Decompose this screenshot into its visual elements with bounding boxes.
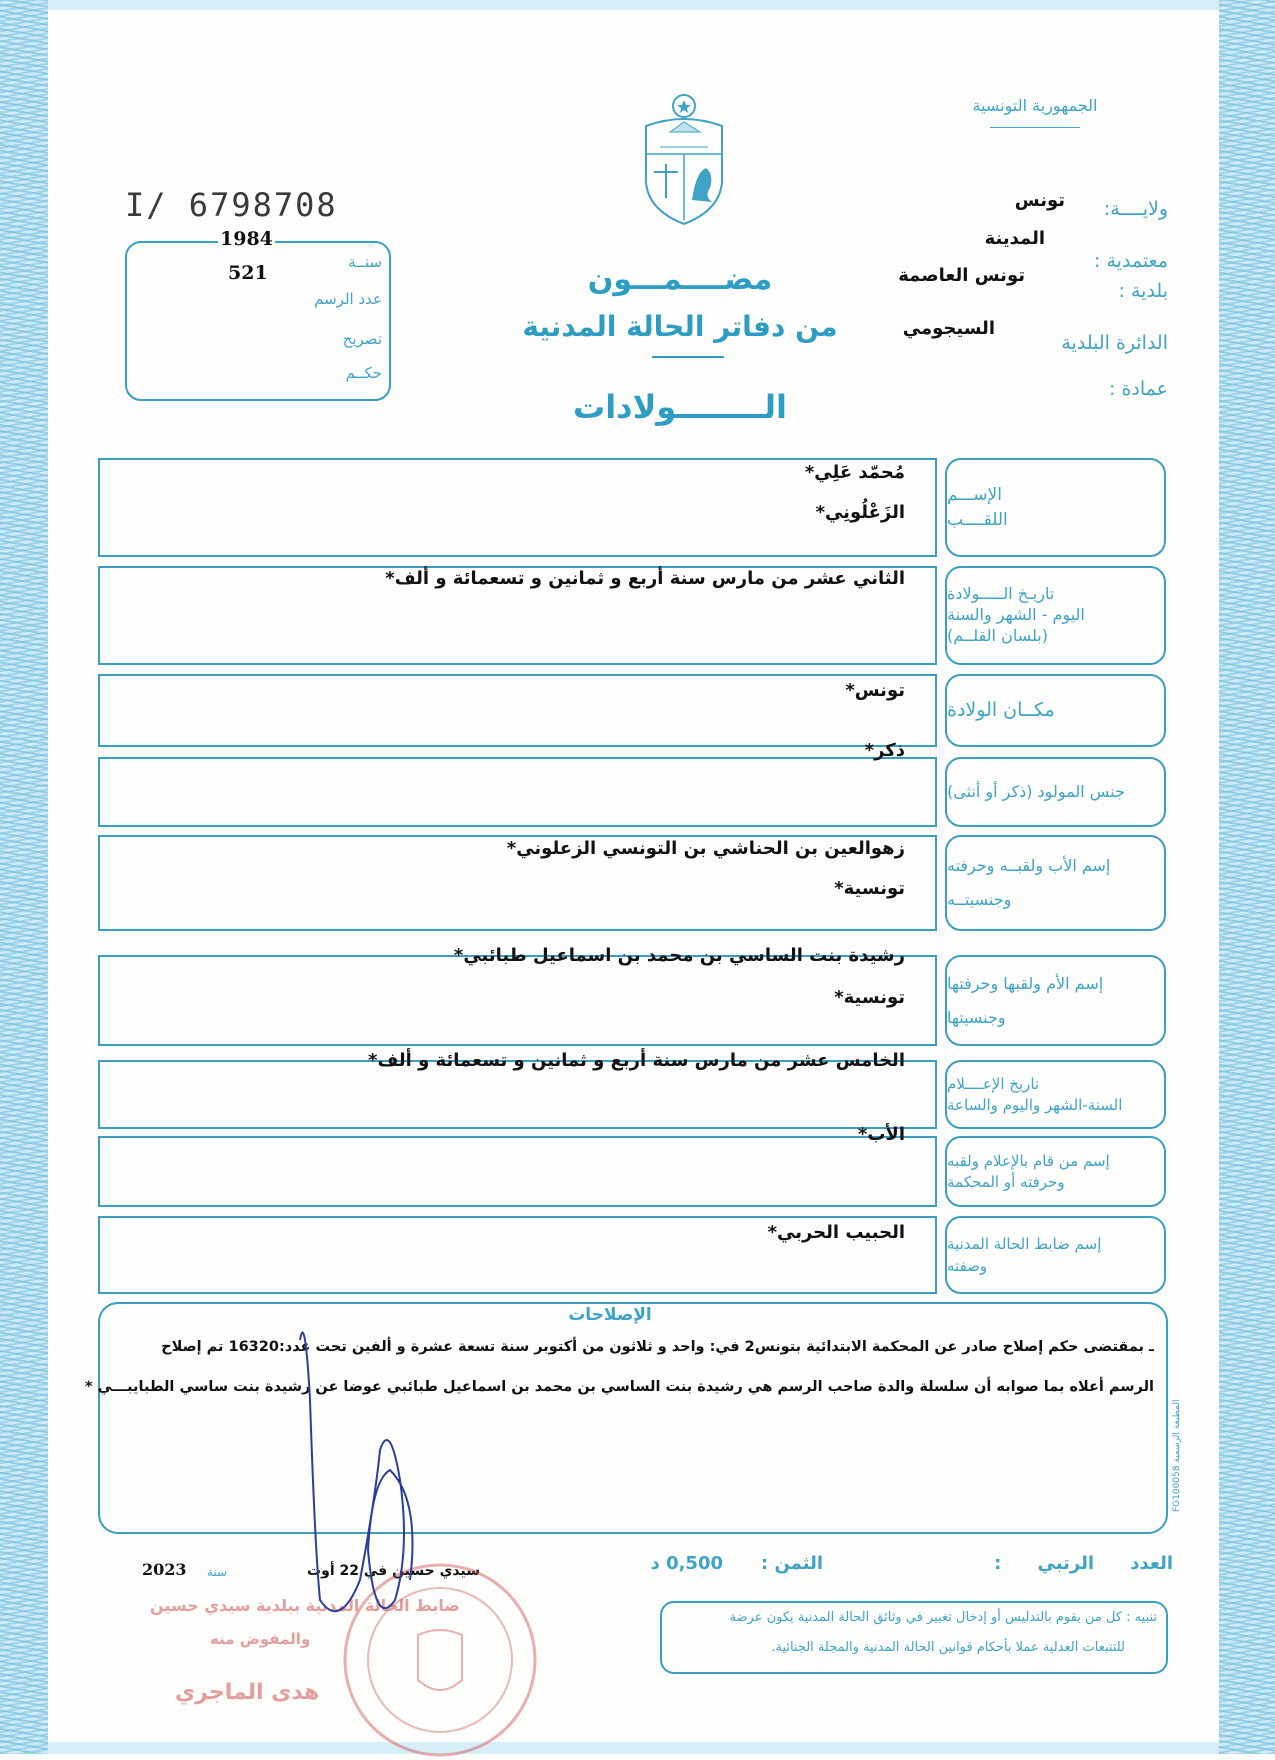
- value-father-name: زهوالعين بن الحناشي بن التونسي الزعلوني*: [506, 838, 905, 859]
- row-label-box: [945, 674, 1166, 747]
- stamp-line-2: والمفوض منه: [210, 1630, 311, 1648]
- district-value: السيجومي: [902, 318, 995, 339]
- title-extract: مضــــمـــون: [587, 262, 773, 297]
- value-declarant: الأب*: [857, 1124, 905, 1145]
- register-year-label: سنــة: [348, 253, 382, 271]
- printer-mark: المطبعة الرسمية FG100058: [1172, 1400, 1182, 1513]
- stamp-line-1: ضابط الحالة المدنية ببلدية سيدي حسين: [150, 1596, 460, 1615]
- title-births: الــــــــولادات: [573, 388, 787, 426]
- security-border-right: [1219, 0, 1275, 1754]
- value-birth-date: الثاني عشر من مارس سنة أربع و ثمانين و تسعمائة و ألف*: [385, 568, 905, 589]
- value-mother-name: رشيدة بنت الساسي بن محمد بن اسماعيل طبائبي*: [453, 945, 905, 966]
- title-civil-registers: من دفاتر الحالة المدنية: [522, 310, 838, 343]
- correction-line-2: الرسم أعلاه بما صوابه أن سلسلة والدة صاحب الرسم هي رشيدة بنت الساسي بن محمد بن اسماعيل طبائبي عوضا عن رشيدة بنت ساسي الطبايبـــي *: [84, 1379, 1154, 1395]
- label-birth-date-format: اليوم - الشهر والسنة: [947, 605, 1085, 625]
- row-label-box: [945, 1060, 1166, 1129]
- title-underline: [652, 356, 724, 358]
- value-sex: ذكر*: [864, 740, 905, 761]
- serial-number-label: العدد الرتبي :: [994, 1553, 1173, 1574]
- row-label-box: [945, 955, 1166, 1046]
- warning-line-2: للتتبعات العدلية عملا بأحكام قوانين الحالة المدنية والمجلة الجنائية.: [771, 1640, 1125, 1655]
- value-registrar: الحبيب الحربي*: [767, 1222, 905, 1243]
- corrections-title: الإصلاحات: [568, 1305, 652, 1325]
- security-border-top: [0, 0, 1275, 10]
- label-birth-date: تاريـخ الـــــولادة: [947, 584, 1055, 604]
- delegation-value: المدينة: [984, 228, 1045, 249]
- correction-line-1: ـ بمقتضى حكم إصلاح صادر عن المحكمة الابتدائية بتونس2 في: واحد و ثلاثون من أكتوبر سنة تسعة عشرة و ألفين تحت عدد:16320 تم إصلاح: [161, 1339, 1154, 1355]
- row-value-box: [98, 674, 937, 747]
- municipality-label: بلدية :: [1118, 280, 1168, 302]
- row-value-box: [98, 955, 937, 1046]
- stamp-line-3: هدى الماجري: [175, 1680, 320, 1705]
- row-label-box: [945, 1136, 1166, 1207]
- label-mother: إسم الأم ولقبها وحرفتها: [947, 973, 1104, 993]
- delegation-label: معتمدية :: [1094, 250, 1168, 272]
- republic-heading: الجمهورية التونسية: [972, 96, 1098, 115]
- declaration-label: تصريح: [342, 330, 382, 348]
- value-mother-nationality: تونسية*: [834, 987, 905, 1008]
- value-father-nationality: تونسية*: [834, 878, 905, 899]
- district-label: الدائرة البلدية: [1061, 332, 1168, 354]
- security-border-left: [0, 0, 48, 1754]
- label-registrar-title: وصفته: [947, 1257, 988, 1275]
- label-first-name: الإســـم: [947, 484, 1002, 505]
- label-declaration-date: تاريخ الإعــــلام: [947, 1075, 1040, 1094]
- row-value-box: [98, 1136, 937, 1207]
- governorate-label: ولايــــة:: [1103, 198, 1168, 220]
- row-label-box: [945, 1216, 1166, 1294]
- label-birth-date-in-words: (بلسان القلــم): [947, 625, 1048, 645]
- judgment-label: حكــم: [345, 364, 382, 382]
- warning-line-1: تنبيه : كل من يقوم بالتدليس أو إدخال تغيير في وثائق الحالة المدنية يكون عرضة: [729, 1610, 1157, 1625]
- row-label-box: [945, 757, 1166, 827]
- issue-year-value: 2023: [142, 1560, 187, 1579]
- tunisia-coat-of-arms-icon: [640, 92, 728, 227]
- value-surname: الزَعْلُونِي*: [815, 502, 905, 523]
- governorate-value: تونس: [1014, 190, 1065, 211]
- sector-label: عمادة :: [1109, 378, 1168, 400]
- issue-year-label: سنة: [206, 1565, 227, 1579]
- label-birth-place: مكــان الولادة: [947, 698, 1055, 721]
- label-declarant-occupation: وحرفته أو المحكمة: [947, 1172, 1065, 1191]
- row-label-box: [945, 835, 1166, 931]
- act-number-value: 521: [228, 262, 268, 284]
- register-year-value: 1984: [220, 228, 273, 250]
- document-number: I/ 6798708: [125, 186, 338, 224]
- label-surname: اللقــــب: [947, 509, 1008, 530]
- heading-divider: [990, 127, 1080, 128]
- price-label: الثمن :: [760, 1553, 823, 1574]
- signature: [280, 1300, 440, 1660]
- value-birth-place: تونس*: [845, 680, 905, 701]
- label-declaration-date-format: السنة-الشهر واليوم والساعة: [947, 1095, 1123, 1114]
- value-declaration-date: الخامس عشر من مارس سنة أربع و ثمانين و تسعمائة و ألف*: [368, 1050, 905, 1071]
- label-sex: جنس المولود (ذكر أو أنثى): [947, 782, 1125, 802]
- label-declarant: إسم من قام بالإعلام ولقبه: [947, 1151, 1110, 1170]
- issue-place-date: سيدي حسين في 22 أوت: [307, 1563, 480, 1579]
- row-value-box: [98, 757, 937, 827]
- label-mother-nationality: وجنسيتها: [947, 1007, 1006, 1027]
- security-border-bottom: [0, 1742, 1275, 1754]
- label-registrar: إسم ضابط الحالة المدنية: [947, 1234, 1102, 1253]
- label-father: إسم الأب ولقبــه وحرفته: [947, 856, 1111, 876]
- row-label-box: [945, 566, 1166, 665]
- act-number-label: عدد الرسم: [314, 290, 382, 308]
- price-value: 0,500 د: [650, 1553, 723, 1574]
- label-father-nationality: وجنسيتــه: [947, 890, 1012, 909]
- value-first-name: مُحمّد عَلِي*: [804, 462, 905, 483]
- municipality-value: تونس العاصمة: [898, 265, 1025, 286]
- row-label-box: [945, 458, 1166, 557]
